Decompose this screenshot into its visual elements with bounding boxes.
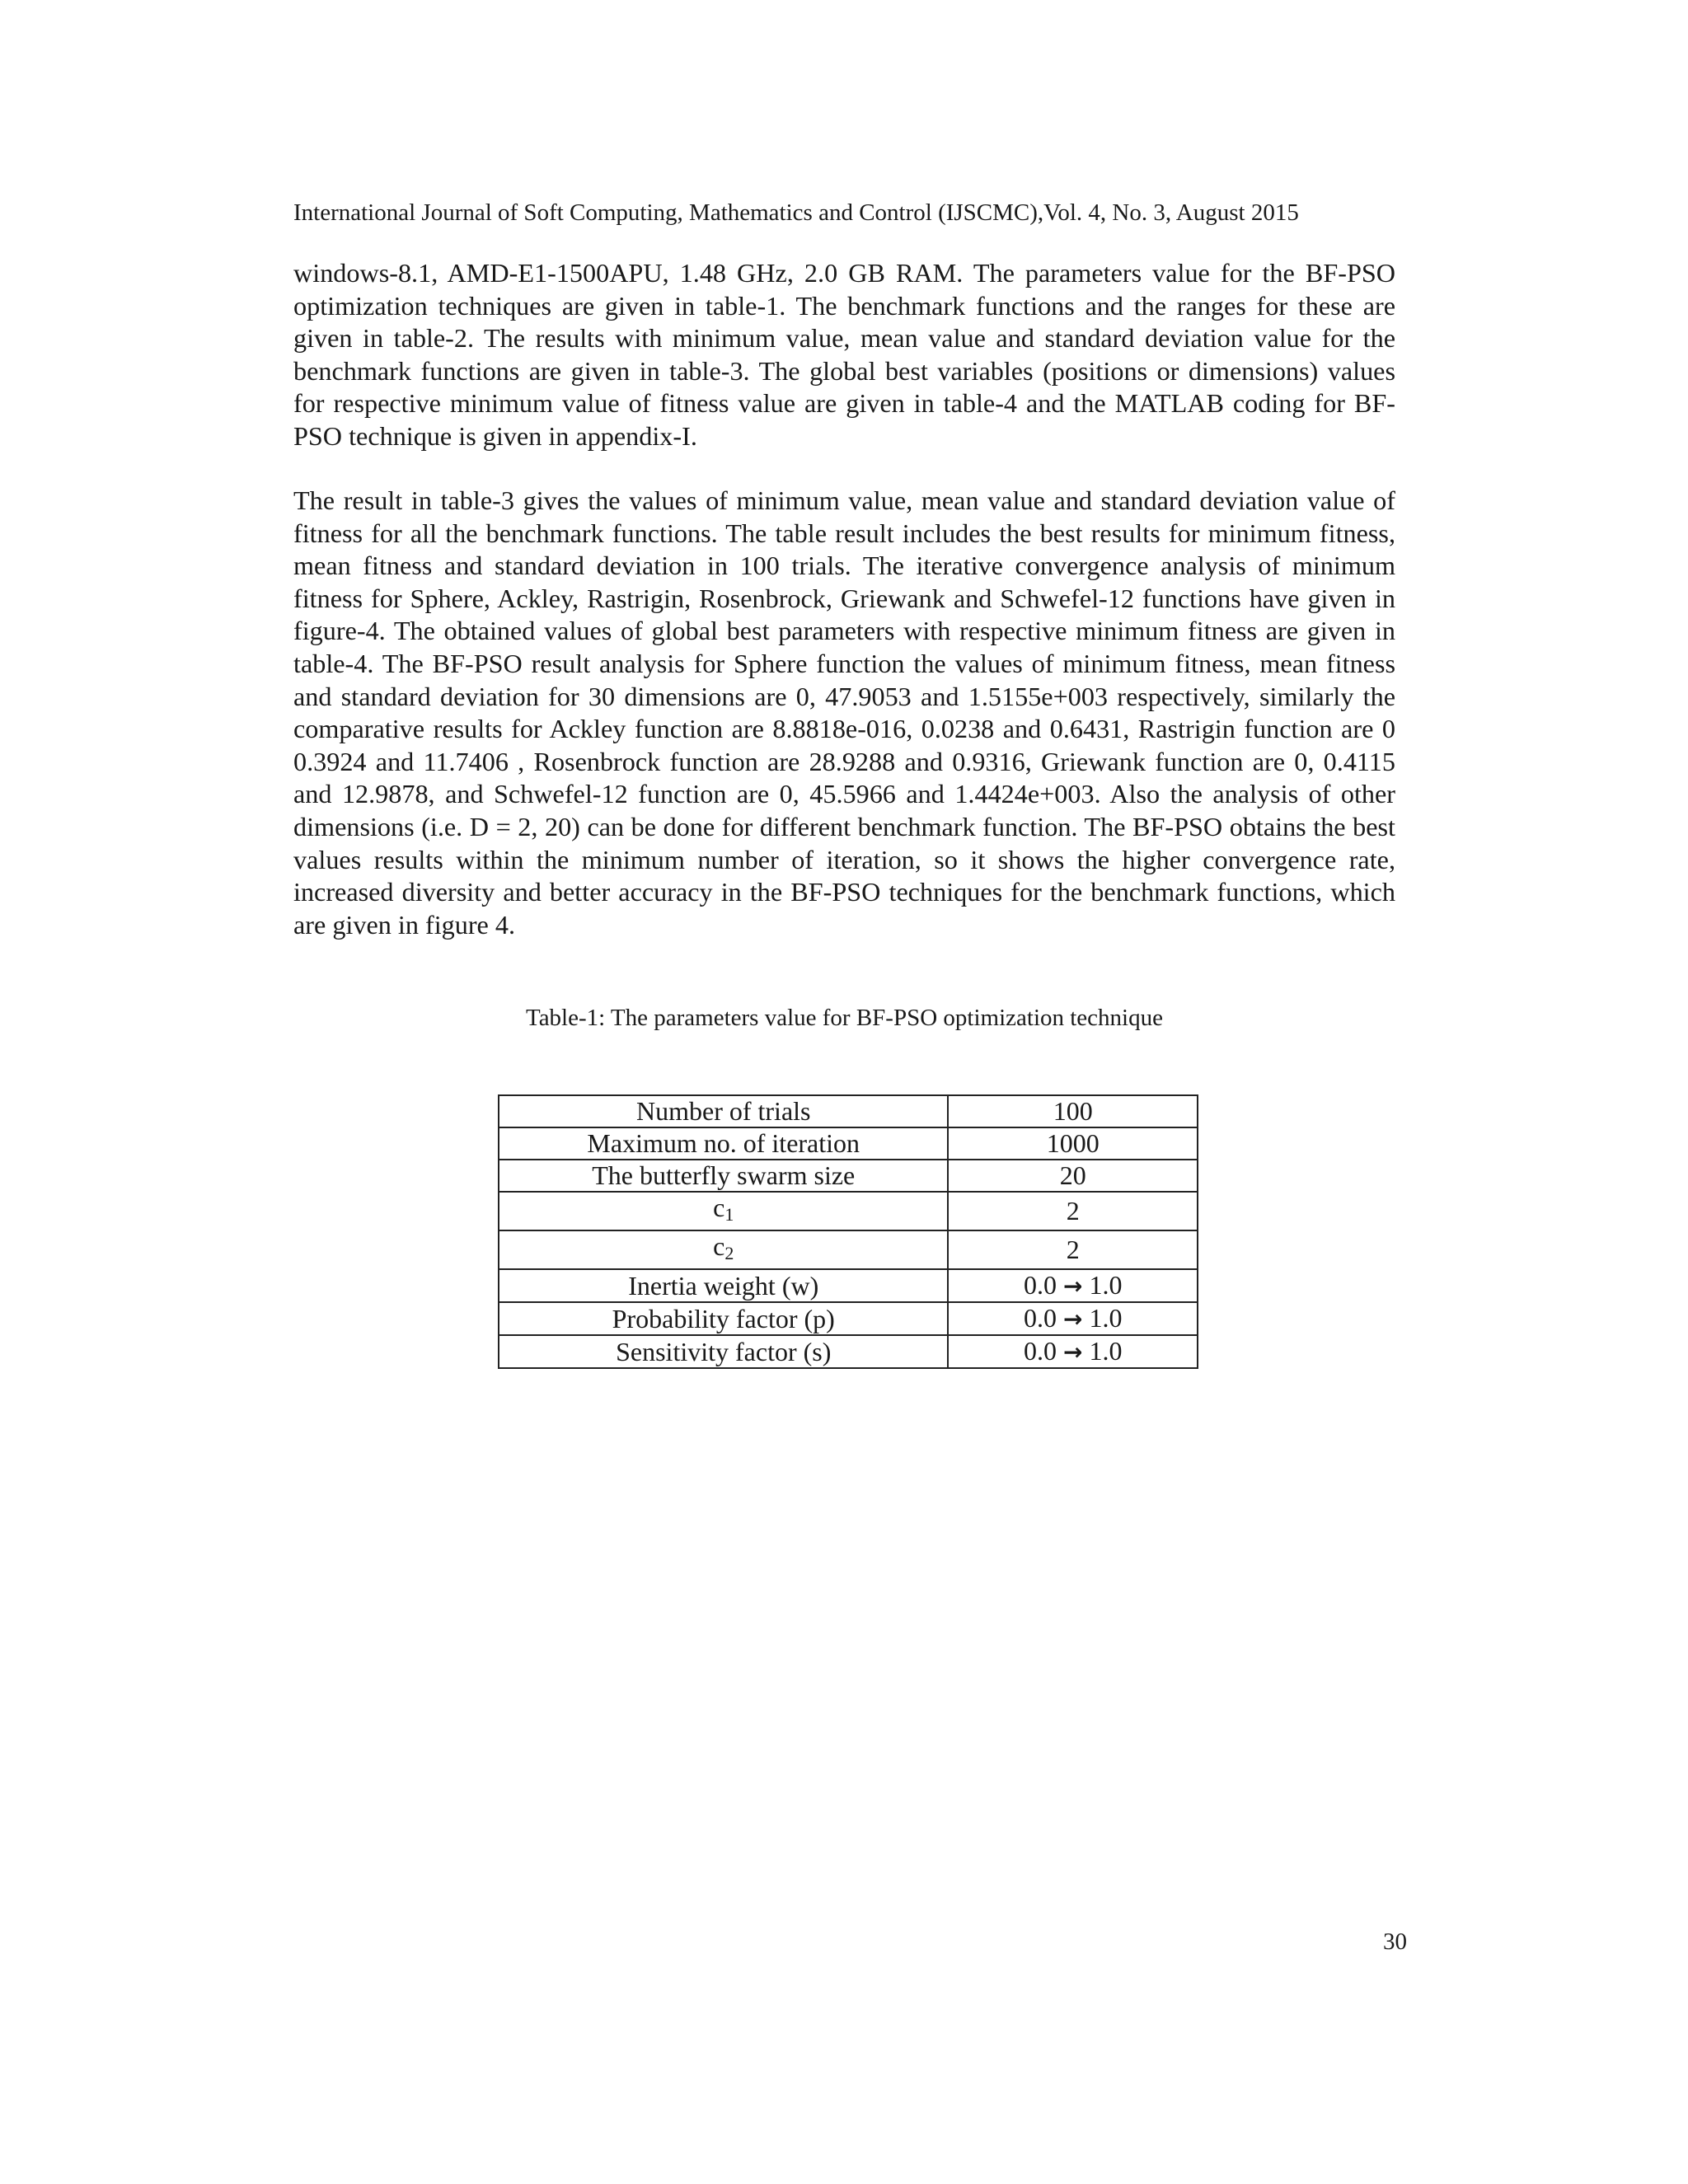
table-cell-value	[948, 1302, 1198, 1335]
table-row	[499, 1127, 1198, 1160]
range-to: 1.0	[1089, 1336, 1123, 1366]
param-subscript: 1	[724, 1204, 734, 1225]
range-from: 0.0	[1024, 1303, 1057, 1333]
range-from: 0.0	[1024, 1336, 1057, 1366]
page-number: 30	[1383, 1929, 1407, 1955]
table-cell-parameter	[499, 1192, 948, 1230]
table-cell-parameter: Maximum no. of iteration	[499, 1127, 948, 1160]
param-subscript: 2	[724, 1243, 734, 1263]
arrow-right-icon: →	[1063, 1272, 1083, 1300]
param-symbol: c	[713, 1231, 725, 1261]
table-row	[499, 1095, 1198, 1127]
table-cell-parameter: Sensitivity factor (s)	[499, 1335, 948, 1368]
table-cell-parameter: Inertia weight (w)	[499, 1269, 948, 1302]
table-row	[499, 1302, 1198, 1335]
table-cell-value: 2	[948, 1192, 1198, 1230]
range-to: 1.0	[1089, 1303, 1123, 1333]
range-to: 1.0	[1089, 1270, 1123, 1300]
running-header: International Journal of Soft Computing, Mathematics and Control (IJSCMC),Vol. 4, No. 3, August 2015	[293, 199, 1299, 226]
table-cell-value	[948, 1335, 1198, 1368]
table-cell-value: 2	[948, 1230, 1198, 1269]
body-paragraph-1: windows-8.1, AMD-E1-1500APU, 1.48 GHz, 2.0 GB RAM. The parameters value for the BF-PSO optimization techniques are given in table-1. The benchmark functions and the ranges for these are given in table-2. The results with minimum value, mean value and standard deviation value for the benchmark functions are given in table-3. The global best variables (positions or dimensions) values for respective minimum value of fitness value are given in table-4 and the MATLAB coding for BF-PSO technique is given in appendix-I.	[293, 258, 1395, 451]
range-from: 0.0	[1024, 1270, 1057, 1300]
table-cell-parameter	[499, 1230, 948, 1269]
table-cell-parameter: The butterfly swarm size	[499, 1160, 948, 1192]
table-1-caption: Table-1: The parameters value for BF-PSO optimization technique	[526, 1005, 1163, 1031]
table-cell-value: 100	[948, 1095, 1198, 1127]
table-row	[499, 1335, 1198, 1368]
table-row	[499, 1230, 1198, 1269]
parameters-table	[498, 1094, 1198, 1369]
table-cell-value: 1000	[948, 1127, 1198, 1160]
table-row	[499, 1160, 1198, 1192]
table-cell-parameter: Probability factor (p)	[499, 1302, 948, 1335]
table-row	[499, 1269, 1198, 1302]
table-cell-parameter: Number of trials	[499, 1095, 948, 1127]
param-symbol: c	[713, 1193, 725, 1222]
table-row	[499, 1192, 1198, 1230]
body-paragraph-2: The result in table-3 gives the values of minimum value, mean value and standard deviation value of fitness for all the benchmark functions. The table result includes the best results for minimum fitness, mean fitness and standard deviation in 100 trials. The iterative convergence analysis of minimum fitness for Sphere, Ackley, Rastrigin, Rosenbrock, Griewank and Schwefel-12 functions have given in figure-4. The obtained values of global best parameters with respective minimum fitness are given in table-4. The BF-PSO result analysis for Sphere function the values of minimum fitness, mean fitness and standard deviation for 30 dimensions are 0, 47.9053 and 1.5155e+003 respectively, similarly the comparative results for Ackley function are 8.8818e-016, 0.0238 and 0.6431, Rastrigin function are 0 0.3924 and 11.7406 , Rosenbrock function are 28.9288 and 0.9316, Griewank function are 0, 0.4115 and 12.9878, and Schwefel-12 function are 0, 45.5966 and 1.4424e+003. Also the analysis of other dimensions (i.e. D = 2, 20) can be done for different benchmark function. The BF-PSO obtains the best values results within the minimum number of iteration, so it shows the higher convergence rate, increased diversity and better accuracy in the BF-PSO techniques for the benchmark functions, which are given in figure 4.	[293, 485, 1395, 940]
arrow-right-icon: →	[1063, 1305, 1083, 1333]
table-cell-value: 20	[948, 1160, 1198, 1192]
table-cell-value	[948, 1269, 1198, 1302]
arrow-right-icon: →	[1063, 1338, 1083, 1366]
